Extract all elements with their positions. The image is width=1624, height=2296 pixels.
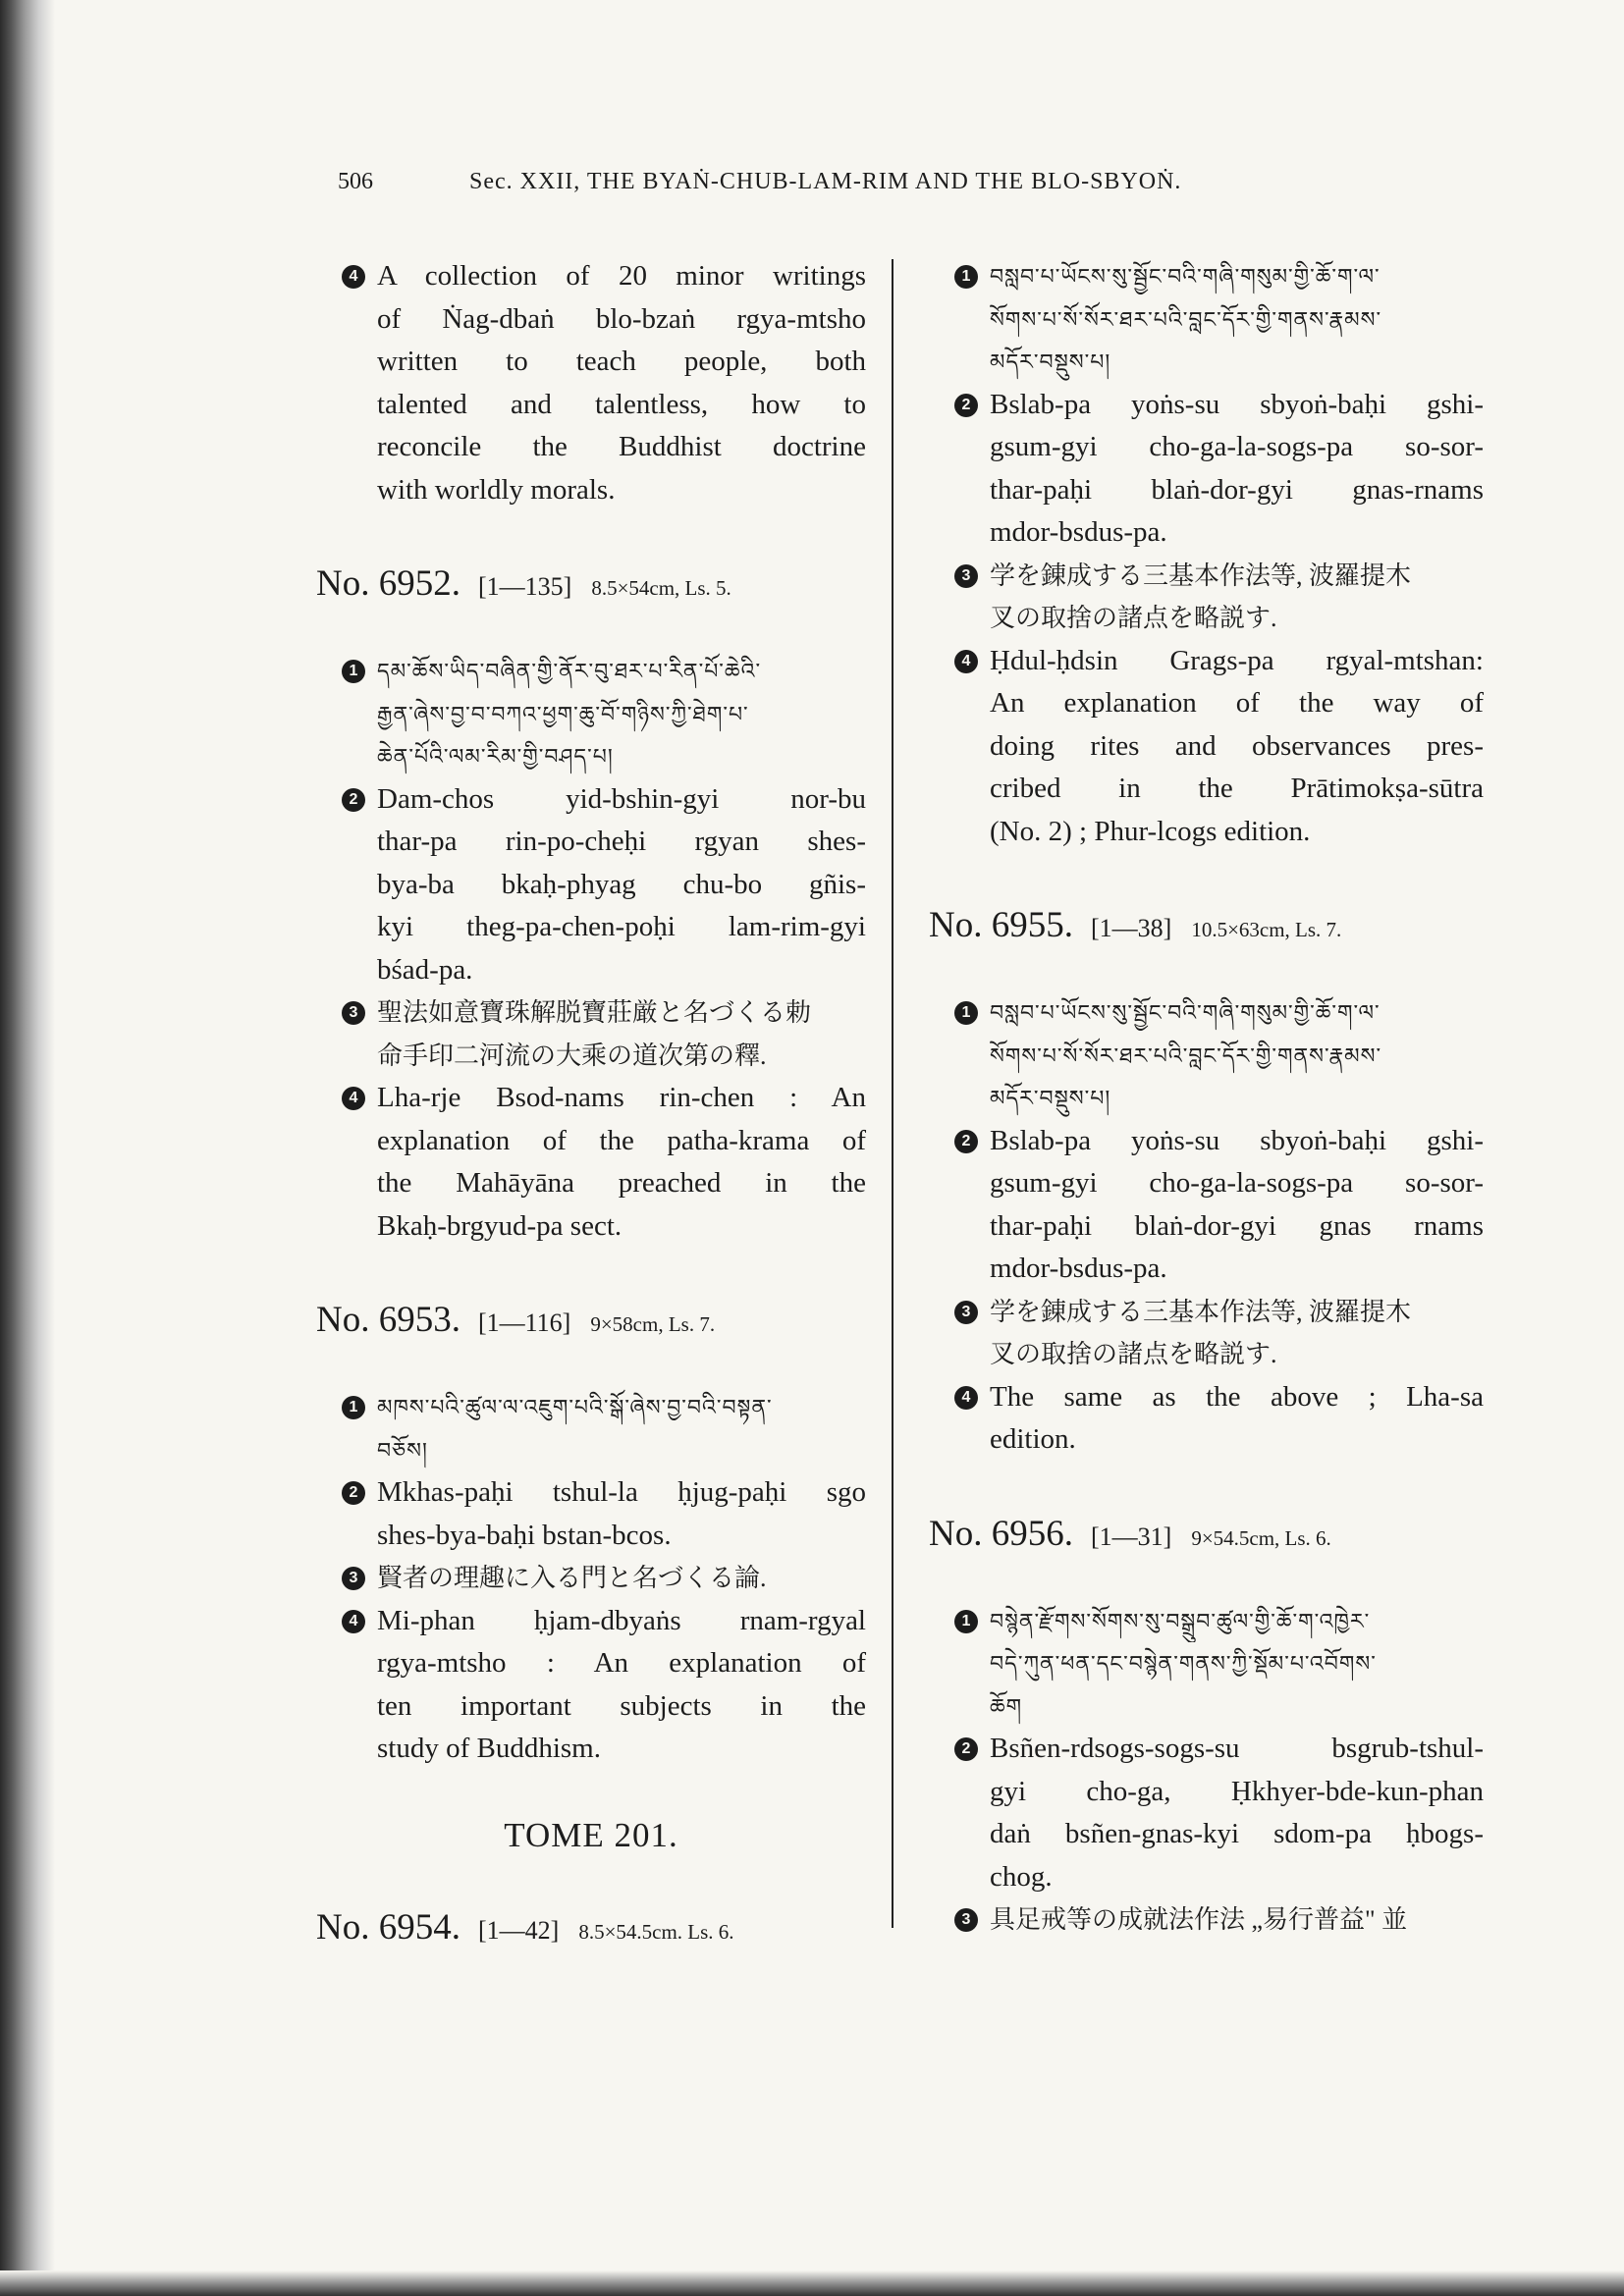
text-line: kyi theg-pa-chen-poḥi lam-rim-gyi [377, 911, 866, 942]
japanese-line: 叉の取捨の諸点を略説す. [990, 1340, 1277, 1368]
entry-6953-japanese-title [316, 1557, 866, 1600]
tibetan-line: བསྙེན་རྫོགས་སོགས་སུ་བསྒྲུབ་ཚུལ་གྱི་ཆོ་ག་འཁྱེར་ [990, 1608, 1371, 1633]
item-marker-2: 2 [954, 1130, 978, 1153]
book-binding-shadow [0, 0, 55, 2296]
entry-number: No. 6955. [929, 905, 1073, 945]
tibetan-line: བསླབ་པ་ཡོངས་སུ་སྦྱོང་བའི་གཞི་གསུམ་གྱི་ཆོ་ག་ལ་ [990, 1000, 1380, 1025]
item-marker-4: 4 [954, 1386, 978, 1410]
item-marker-4: 4 [342, 1610, 365, 1633]
text-line: thar-paḥi blaṅ-dor-gyi gnas rnams [990, 1209, 1484, 1242]
item-marker-2: 2 [954, 394, 978, 417]
japanese-line: 聖法如意寶珠解脱寶莊厳と名づくる勅 [377, 998, 812, 1027]
entry-6953-romanized-title [316, 1471, 866, 1557]
size-and-lines: 10.5×63cm, Ls. 7. [1191, 918, 1342, 941]
entry-6952-japanese-title [316, 991, 866, 1077]
text-line: talented and talentless, how to [377, 388, 866, 420]
tibetan-line: དམ་ཆོས་ཡིད་བཞིན་གྱི་ནོར་བུ་ཐར་པ་རིན་པོ་ཆེའི་ [377, 659, 762, 683]
text-line: (No. 2) ; Phur-lcogs edition. [990, 815, 1311, 847]
page-number: 506 [338, 169, 373, 194]
entry-6956-japanese-title [929, 1898, 1484, 1942]
folio-range: [1—116] [477, 1308, 571, 1337]
text-line: Dam-chos yid-bshin-gyi nor-bu [377, 782, 866, 815]
text-line: gsum-gyi cho-ga-la-sogs-pa so-sor- [990, 1167, 1484, 1199]
entry-6955-english-description [929, 1376, 1484, 1462]
folio-range: [1—38] [1090, 914, 1172, 942]
running-head: Sec. XXII, THE BYAṄ-CHUB-LAM-RIM AND THE BLO-SBYOṄ. [469, 169, 1182, 194]
text-line: ten important subjects in the [377, 1689, 866, 1722]
japanese-line: 賢者の理趣に入る門と名づくる論. [377, 1564, 767, 1592]
text-line: Ḥdul-ḥdsin Grags-pa rgyal-mtshan: [990, 644, 1484, 676]
entry-6955-heading [929, 904, 1484, 946]
text-line: Mi-phan ḥjam-dbyaṅs rnam-rgyal [377, 1604, 866, 1636]
item-marker-2: 2 [954, 1737, 978, 1761]
entry-6956-heading [929, 1513, 1484, 1555]
size-and-lines: 9×58cm, Ls. 7. [590, 1312, 716, 1336]
item-marker-3: 3 [954, 1908, 978, 1932]
text-line: A collection of 20 minor writings [377, 260, 866, 292]
text-line: gyi cho-ga, Ḥkhyer-bde-kun-phan [990, 1775, 1484, 1807]
tibetan-line: མདོར་བསྡུས་པ། [990, 1086, 1111, 1110]
item-marker-4: 4 [954, 650, 978, 673]
entry-6954-heading [316, 1906, 866, 1949]
text-line: gsum-gyi cho-ga-la-sogs-pa so-sor- [990, 431, 1484, 462]
text-line: bya-ba bkaḥ-phyag chu-bo gñis- [377, 868, 866, 900]
item-marker-3: 3 [954, 1301, 978, 1324]
entry-6956-tibetan-title [929, 1600, 1484, 1729]
text-line: Mkhas-paḥi tshul-la ḥjug-paḥi sgo [377, 1476, 866, 1508]
entry-6952-heading [316, 562, 866, 605]
item-marker-3: 3 [342, 1567, 365, 1590]
text-line: An explanation of the way of [990, 687, 1484, 719]
item-marker-3: 3 [954, 564, 978, 588]
left-column [316, 255, 866, 1994]
text-line: thar-paḥi blaṅ-dor-gyi gnas-rnams [990, 473, 1484, 506]
tibetan-line: མདོར་བསྡུས་པ། [990, 349, 1111, 374]
tibetan-line: རྒྱན་ཞེས་བྱ་བ་བཀའ་ཕྱག་ཆུ་བོ་གཉིས་ཀྱི་ཐེག་པ་ [377, 701, 749, 726]
tibetan-line: བསླབ་པ་ཡོངས་སུ་སྦྱོང་བའི་གཞི་གསུམ་གྱི་ཆོ་ག་ལ་ [990, 264, 1380, 289]
text-line: Bsñen-rdsogs-sogs-su bsgrub-tshul- [990, 1733, 1484, 1764]
text-line: shes-bya-baḥi bstan-bcos. [377, 1519, 672, 1551]
text-line: chog. [990, 1860, 1053, 1893]
entry-number: No. 6952. [316, 563, 460, 604]
size-and-lines: 8.5×54cm, Ls. 5. [591, 576, 731, 600]
text-line: doing rites and observances pres- [990, 729, 1484, 762]
tibetan-line: ཆོག [990, 1693, 1023, 1719]
tibetan-line: ཆེན་པོའི་ལམ་རིམ་གྱི་བཤད་པ། [377, 744, 614, 769]
item-marker-1: 1 [954, 1610, 978, 1633]
japanese-line: 命手印二河流の大乘の道次第の釋. [377, 1041, 767, 1070]
text-line: cribed in the Prātimokṣa-sūtra [990, 773, 1484, 804]
text-line: written to teach people, both [377, 346, 866, 377]
item-marker-3: 3 [342, 1001, 365, 1025]
entry-6953-tibetan-title [316, 1386, 866, 1471]
text-line: mdor-bsdus-pa. [990, 516, 1167, 548]
tibetan-line: སོགས་པ་སོ་སོར་ཐར་པའི་བླང་དོར་གྱི་གནས་རྣམས་ [990, 1042, 1382, 1068]
text-line: explanation of the patha-krama of [377, 1124, 866, 1156]
entry-number: No. 6956. [929, 1513, 1073, 1554]
entry-6951-english-description [316, 255, 866, 511]
item-marker-4: 4 [342, 265, 365, 289]
tome-heading: TOME 201. [504, 1815, 678, 1854]
item-marker-4: 4 [342, 1087, 365, 1110]
size-and-lines: 9×54.5cm, Ls. 6. [1191, 1525, 1331, 1550]
japanese-line: 叉の取捨の諸点を略説す. [990, 604, 1277, 632]
item-marker-1: 1 [342, 1396, 365, 1419]
item-marker-1: 1 [954, 265, 978, 289]
text-line: Bslab-pa yoṅs-su sbyoṅ-baḥi gshi- [990, 1124, 1484, 1156]
item-marker-1: 1 [954, 1001, 978, 1025]
entry-6955-tibetan-title [929, 991, 1484, 1120]
text-line: Lha-rje Bsod-nams rin-chen : An [377, 1082, 866, 1113]
entry-number: No. 6953. [316, 1300, 460, 1340]
japanese-line: 具足戒等の成就法作法 „易行普益" 並 [990, 1905, 1408, 1934]
tibetan-line: སོགས་པ་སོ་སོར་ཐར་པའི་བླང་དོར་གྱི་གནས་རྣམས་ [990, 306, 1382, 332]
text-line: of Ṅag-dbaṅ blo-bzaṅ rgya-mtsho [377, 302, 866, 335]
text-line: Bkaḥ-brgyud-pa sect. [377, 1209, 623, 1242]
item-marker-2: 2 [342, 788, 365, 812]
entry-6954-romanized-title [929, 384, 1484, 555]
size-and-lines: 8.5×54.5cm. Ls. 6. [578, 1919, 734, 1944]
folio-range: [1—135] [477, 572, 572, 601]
text-line: Bslab-pa yoṅs-su sbyoṅ-baḥi gshi- [990, 388, 1484, 420]
text-line: the Mahāyāna preached in the [377, 1167, 866, 1199]
text-line: rgya-mtsho : An explanation of [377, 1647, 866, 1679]
page-bottom-shadow [0, 2270, 1624, 2296]
japanese-line: 学を錬成する三基本作法等, 波羅提木 [990, 561, 1412, 590]
text-line: edition. [990, 1423, 1076, 1455]
entry-6954-english-description [929, 640, 1484, 854]
folio-range: [1—31] [1090, 1522, 1172, 1551]
page-header [338, 169, 1320, 208]
tibetan-line: མཁས་པའི་ཚུལ་ལ་འཇུག་པའི་སྒོ་ཞེས་བྱ་བའི་བསྟན་ [377, 1395, 773, 1419]
text-line: daṅ bsñen-gnas-kyi sdom-pa ḥbogs- [990, 1818, 1484, 1849]
entry-6953-heading [316, 1299, 866, 1341]
tibetan-line: བདེ་ཀུན་ཕན་དང་བསྙེན་གནས་ཀྱི་སྡོམ་པ་འབོགས་ [990, 1651, 1377, 1676]
text-line: mdor-bsdus-pa. [990, 1253, 1167, 1284]
folio-range: [1—42] [477, 1915, 560, 1945]
japanese-line: 学を錬成する三基本作法等, 波羅提木 [990, 1297, 1412, 1326]
text-line: reconcile the Buddhist doctrine [377, 431, 866, 462]
entry-6952-romanized-title [316, 778, 866, 992]
entry-6954-tibetan-title [929, 255, 1484, 384]
text-line: The same as the above ; Lha-sa [990, 1380, 1484, 1413]
tibetan-line: བཅོས། [377, 1437, 428, 1463]
item-marker-1: 1 [342, 660, 365, 683]
entry-6952-tibetan-title [316, 650, 866, 778]
entry-6955-romanized-title [929, 1120, 1484, 1291]
text-line: with worldly morals. [377, 473, 616, 506]
entry-6954-japanese-title [929, 555, 1484, 640]
text-line: study of Buddhism. [377, 1733, 601, 1764]
entry-6953-english-description [316, 1600, 866, 1771]
entry-6955-japanese-title [929, 1291, 1484, 1376]
item-marker-2: 2 [342, 1481, 365, 1505]
right-column [929, 255, 1484, 1942]
column-divider [892, 259, 893, 1928]
entry-6956-romanized-title [929, 1728, 1484, 1898]
text-line: thar-pa rin-po-cheḥi rgyan shes- [377, 826, 866, 857]
entry-number: No. 6954. [316, 1906, 460, 1948]
entry-6952-english-description [316, 1077, 866, 1248]
text-line: bśad-pa. [377, 953, 473, 986]
